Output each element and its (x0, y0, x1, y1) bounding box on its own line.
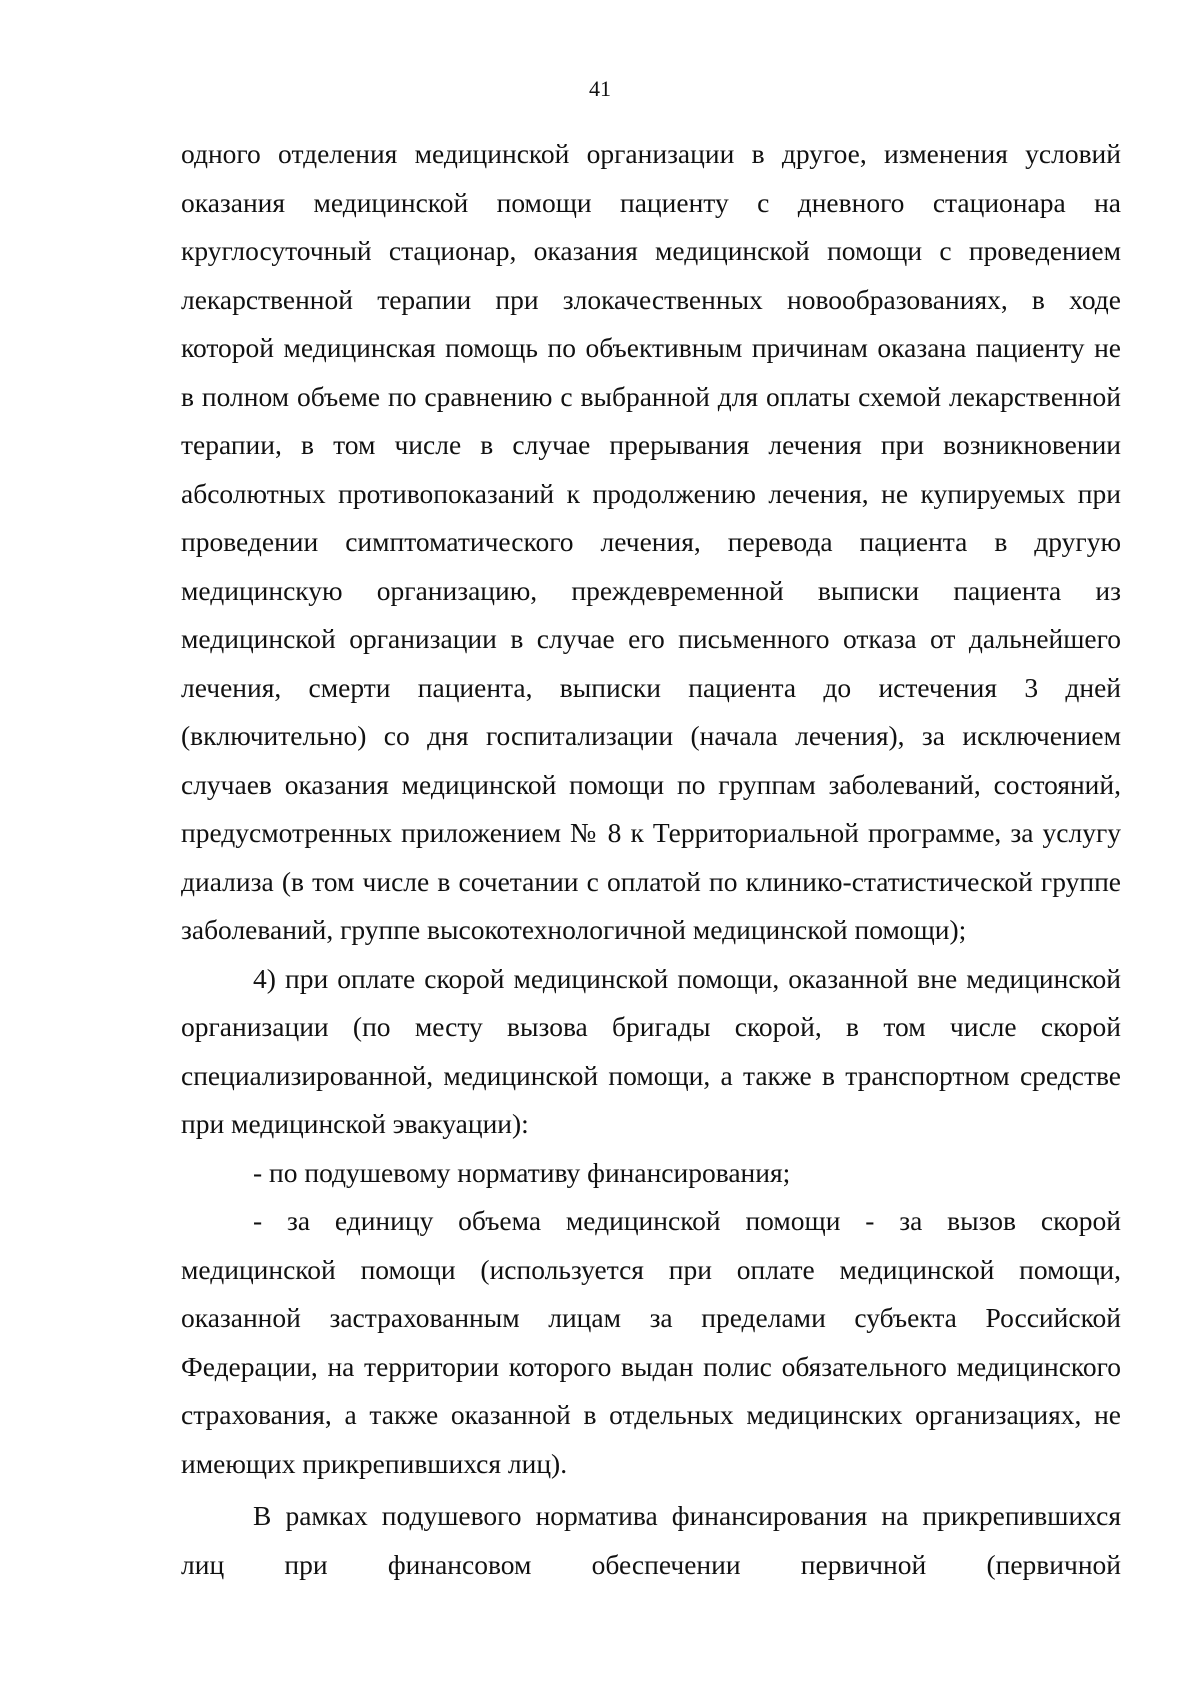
text-line: диализа (в том числе в сочетании с оплатой по клинико-статистической группе (181, 865, 1121, 897)
text-line: медицинской помощи (используется при оплате медицинской помощи, (181, 1253, 1121, 1285)
text-line: оказанной застрахованным лицам за пределами субъекта Российской (181, 1302, 1121, 1333)
text-line: - за единицу объема медицинской помощи - за вызов скорой (253, 1205, 1121, 1236)
text-line: проведении симптоматического лечения, перевода пациента в другую (181, 526, 1121, 557)
text-line: страхования, а также оказанной в отдельных медицинских организациях, не (181, 1399, 1121, 1430)
text-line: терапии, в том числе в случае прерывания лечения при возникновении (181, 429, 1121, 460)
text-line: медицинской организации в случае его письменного отказа от дальнейшего (181, 623, 1121, 654)
text-line: медицинскую организацию, преждевременной выписки пациента из (181, 574, 1121, 606)
document-body (181, 130, 1121, 1589)
text-line: лекарственной терапии при злокачественных новообразованиях, в ходе (181, 283, 1121, 315)
text-line: (включительно) со дня госпитализации (начала лечения), за исключением (181, 720, 1121, 751)
text-line: в полном объеме по сравнению с выбранной для оплаты схемой лекарственной (181, 380, 1121, 412)
text-line: одного отделения медицинской организации в другое, изменения условий (181, 138, 1121, 169)
text-line: лечения, смерти пациента, выписки пациента до истечения 3 дней (181, 671, 1121, 703)
text-line: при медицинской эвакуации): (181, 1108, 529, 1139)
text-line: лиц при финансовом обеспечении первичной (первичной (181, 1548, 1121, 1580)
page-number: 41 (589, 76, 611, 101)
text-line: - по подушевому нормативу финансирования; (253, 1156, 791, 1188)
text-line: организации (по месту вызова бригады скорой, в том числе скорой (181, 1011, 1121, 1042)
text-line: случаев оказания медицинской помощи по группам заболеваний, состояний, (181, 768, 1121, 800)
text-line: оказания медицинской помощи пациенту с дневного стационара на (181, 186, 1121, 218)
text-line: предусмотренных приложением № 8 к Территориальной программе, за услугу (181, 817, 1121, 848)
text-line: специализированной, медицинской помощи, а также в транспортном средстве (181, 1059, 1121, 1091)
text-line: Федерации, на территории которого выдан полис обязательного медицинского (181, 1350, 1121, 1382)
text-line: круглосуточный стационар, оказания медицинской помощи с проведением (181, 235, 1121, 266)
text-line: которой медицинская помощь по объективным причинам оказана пациенту не (181, 332, 1121, 363)
text-line: В рамках подушевого норматива финансирования на прикрепившихся (253, 1500, 1121, 1531)
text-line: заболеваний, группе высокотехнологичной медицинской помощи); (181, 914, 967, 945)
text-line: 4) при оплате скорой медицинской помощи, оказанной вне медицинской (253, 962, 1121, 994)
text-line: имеющих прикрепившихся лиц). (181, 1447, 568, 1479)
text-line: абсолютных противопоказаний к продолжению лечения, не купируемых при (181, 477, 1121, 509)
